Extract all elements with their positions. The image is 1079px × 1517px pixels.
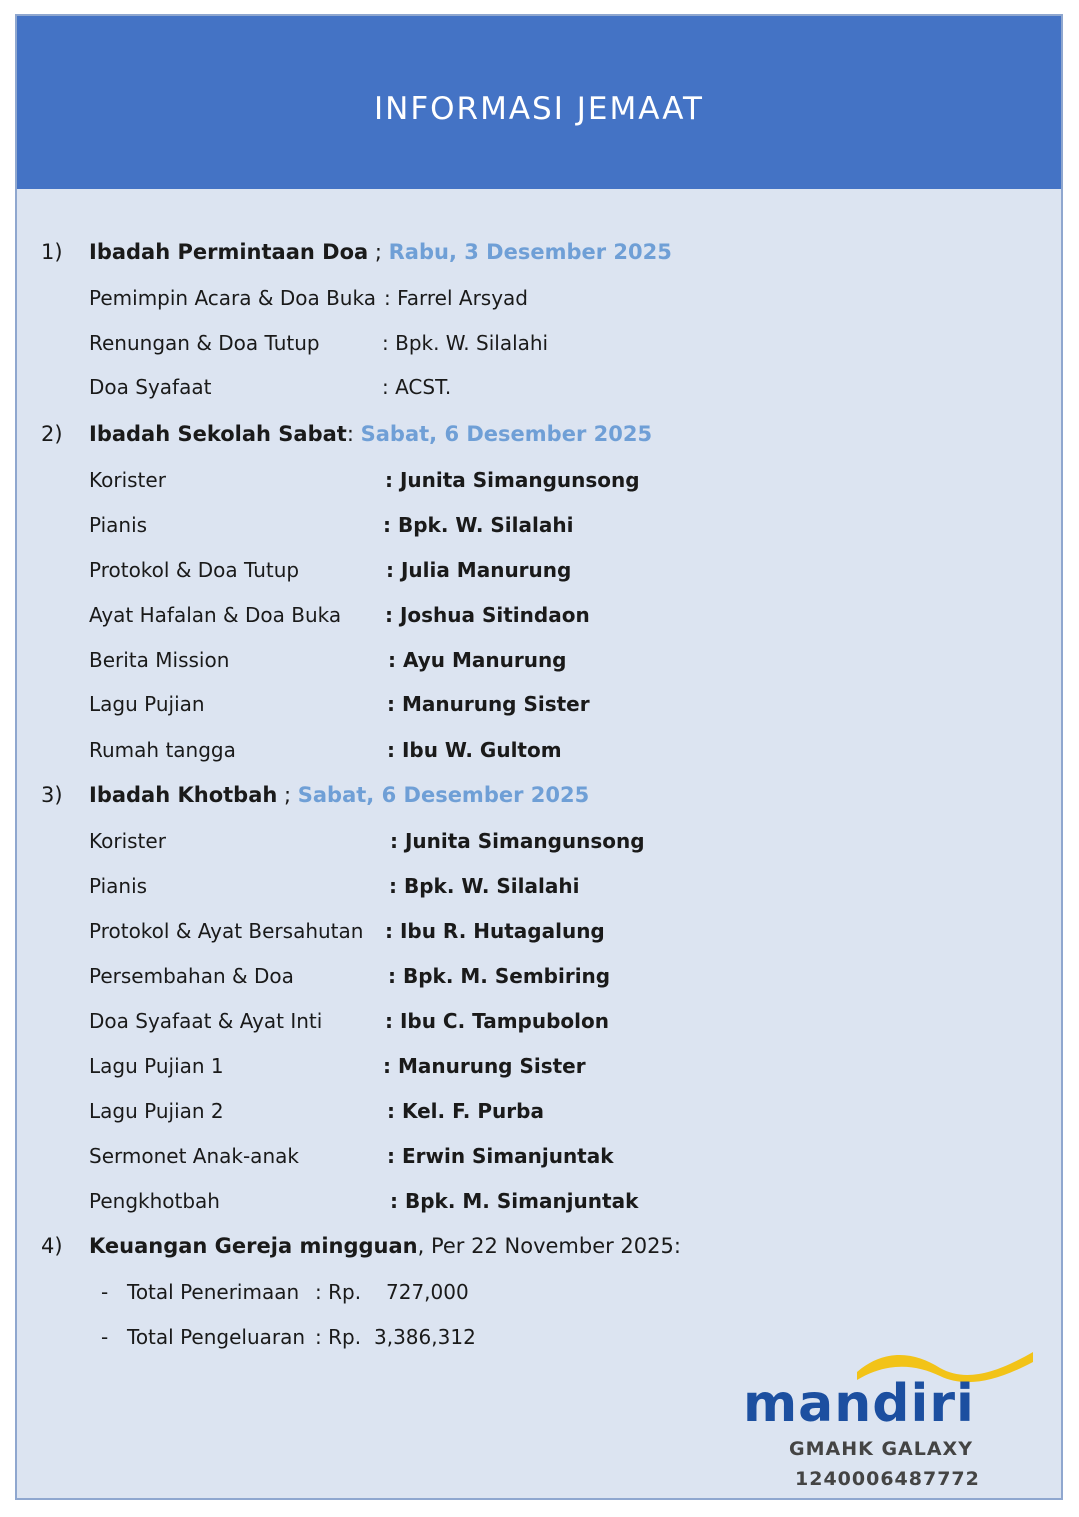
role-person: : Bpk. W. Silalahi — [382, 331, 549, 355]
section-separator: : — [346, 422, 361, 446]
role-label: Protokol & Doa Tutup — [89, 558, 300, 582]
section-number: 2) — [41, 422, 63, 446]
finance-amount: 3,386,312 — [374, 1325, 476, 1349]
role-person: : Julia Manurung — [386, 558, 572, 582]
finance-label: Total Pengeluaran — [127, 1325, 306, 1349]
section-date: Sabat, 6 Desember 2025 — [297, 783, 590, 807]
role-person: : Farrel Arsyad — [384, 286, 529, 310]
currency-prefix: : Rp. — [315, 1280, 362, 1304]
role-label: Lagu Pujian 1 — [89, 1054, 224, 1078]
bullet-dash: - — [101, 1280, 109, 1304]
role-person: : Bpk. W. Silalahi — [389, 874, 580, 898]
section-date: Rabu, 3 Desember 2025 — [388, 240, 672, 264]
section-title: Ibadah Sekolah Sabat — [89, 422, 347, 446]
role-label: Korister — [89, 829, 166, 853]
role-person: : Ibu W. Gultom — [387, 738, 562, 762]
bank-logo — [743, 1346, 1033, 1490]
role-person: : Bpk. M. Simanjuntak — [390, 1189, 639, 1213]
role-label: Pemimpin Acara & Doa Buka — [89, 286, 376, 310]
bullet-dash: - — [101, 1325, 109, 1349]
role-person: : Joshua Sitindaon — [385, 603, 590, 627]
account-name: GMAHK GALAXY — [789, 1438, 973, 1460]
role-person: : Kel. F. Purba — [387, 1099, 544, 1123]
role-person: : Manurung Sister — [383, 1054, 586, 1078]
role-label: Pianis — [89, 513, 148, 537]
role-person: : Ayu Manurung — [388, 648, 567, 672]
section-title: Keuangan Gereja mingguan — [89, 1234, 418, 1258]
role-label: Pianis — [89, 874, 148, 898]
role-label: Doa Syafaat & Ayat Inti — [89, 1009, 323, 1033]
account-number: 1240006487772 — [795, 1468, 980, 1490]
section-date: Per 22 November 2025: — [430, 1234, 681, 1258]
section-separator: ; — [368, 240, 389, 264]
title-banner — [17, 16, 1061, 189]
role-person: : Junita Simangunsong — [385, 468, 640, 492]
role-label: Lagu Pujian 2 — [89, 1099, 224, 1123]
role-person: : Manurung Sister — [387, 692, 590, 716]
finance-amount: 727,000 — [386, 1280, 469, 1304]
role-person: : Erwin Simanjuntak — [387, 1144, 614, 1168]
role-label: Pengkhotbah — [89, 1189, 220, 1213]
role-label: Lagu Pujian — [89, 692, 205, 716]
currency-prefix: : Rp. — [315, 1325, 362, 1349]
role-label: Ayat Hafalan & Doa Buka — [89, 603, 342, 627]
logo-wordmark: mandiri — [743, 1374, 975, 1434]
section-number: 4) — [41, 1234, 63, 1258]
role-person: : Ibu C. Tampubolon — [385, 1009, 610, 1033]
section-separator: , — [417, 1234, 431, 1258]
section-title: Ibadah Khotbah — [89, 783, 278, 807]
role-label: Berita Mission — [89, 648, 230, 672]
role-label: Persembahan & Doa — [89, 964, 294, 988]
role-label: Protokol & Ayat Bersahutan — [89, 919, 364, 943]
page-title: INFORMASI JEMAAT — [373, 91, 704, 127]
section-number: 1) — [41, 240, 63, 264]
role-person: : Ibu R. Hutagalung — [385, 919, 605, 943]
info-sheet — [15, 14, 1063, 1500]
section-separator: ; — [277, 783, 298, 807]
finance-label: Total Penerimaan — [127, 1280, 300, 1304]
section-title: Ibadah Permintaan Doa — [89, 240, 369, 264]
role-person: : Bpk. M. Sembiring — [388, 964, 611, 988]
role-person: : Junita Simangunsong — [390, 829, 645, 853]
role-label: Renungan & Doa Tutup — [89, 331, 320, 355]
section-number: 3) — [41, 783, 63, 807]
section-date: Sabat, 6 Desember 2025 — [360, 422, 653, 446]
role-label: Korister — [89, 468, 166, 492]
role-label: Sermonet Anak-anak — [89, 1144, 299, 1168]
role-label: Rumah tangga — [89, 738, 236, 762]
role-label: Doa Syafaat — [89, 375, 212, 399]
role-person: : ACST. — [382, 375, 452, 399]
role-person: : Bpk. W. Silalahi — [383, 513, 574, 537]
